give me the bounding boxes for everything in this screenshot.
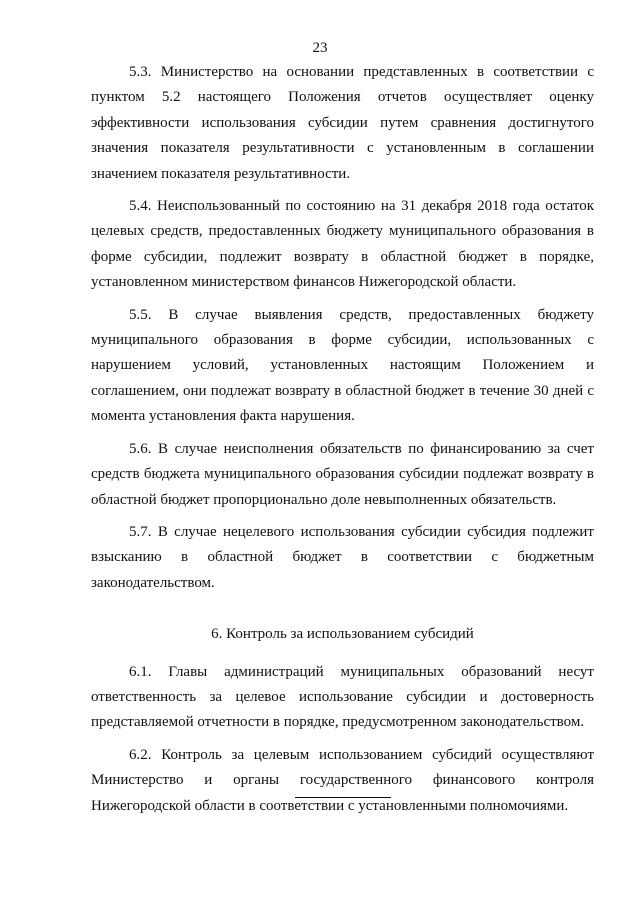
paragraph-5-3: 5.3. Министерство на основании представленных в соответствии с пунктом 5.2 настоящего Положения отчетов осуществляет оценку эффективности использования субсидии путем сравнения достигнутого значения показателя результативности с установленным в соглашении значением показателя результативности. bbox=[91, 64, 594, 182]
paragraph-6-1: 6.1. Главы администраций муниципальных образований несут ответственность за целевое использование субсидии и достоверность представляемой отчетности в порядке, предусмотренном законодательством. bbox=[91, 663, 594, 731]
paragraph-5-4: 5.4. Неиспользованный по состоянию на 31 декабря 2018 года остаток целевых средств, предоставленных бюджету муниципального образования в форме субсидии, подлежит возврату в областной бюджет в порядке, установленном министерством финансов Нижегородской области. bbox=[91, 198, 594, 291]
page-number: 23 bbox=[312, 40, 328, 56]
paragraph-5-6: 5.6. В случае неисполнения обязательств по финансированию за счет средств бюджета муниципального образования субсидии подлежат возврату в областной бюджет пропорционально доле невыполненных обязательств. bbox=[91, 440, 594, 508]
paragraph-5-5: 5.5. В случае выявления средств, предоставленных бюджету муниципального образования в форме субсидии, использованных с нарушением условий, установленных настоящим Положением и соглашением, они подлежат возврату в областной бюджет в течение 30 дней с момента установления факта нарушения. bbox=[91, 306, 594, 425]
document-body bbox=[91, 60, 594, 826]
paragraph-6-2: 6.2. Контроль за целевым использованием субсидий осуществляют Министерство и органы государственного финансового контроля Нижегородской области в соответствии с установленными полномочиями. bbox=[91, 746, 594, 814]
closing-divider bbox=[295, 797, 391, 798]
paragraph-5-7: 5.7. В случае нецелевого использования субсидии субсидия подлежит взысканию в областной бюджет в соответствии с бюджетным законодательством. bbox=[91, 523, 594, 591]
section-heading: 6. Контроль за использованием субсидий bbox=[211, 626, 474, 643]
